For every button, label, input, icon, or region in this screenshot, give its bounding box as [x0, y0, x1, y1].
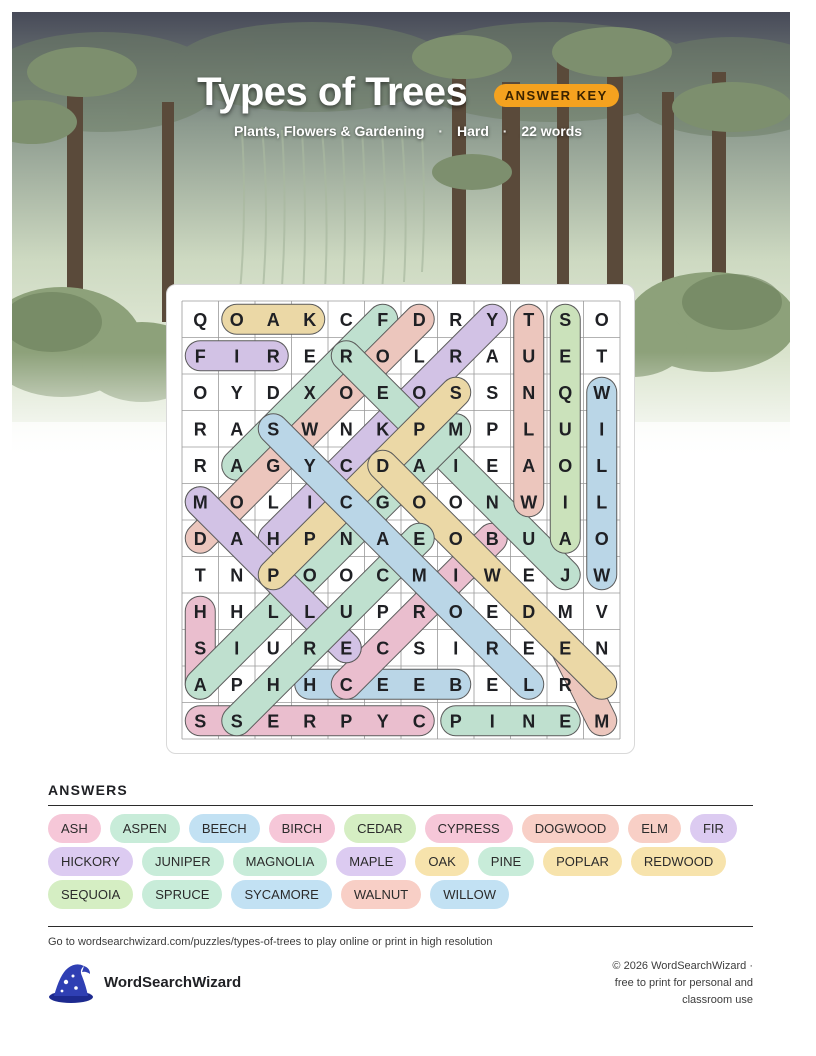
copyright-line: free to print for personal and: [614, 977, 753, 989]
grid-letter: A: [230, 419, 244, 440]
answer-key-badge: ANSWER KEY: [494, 84, 619, 107]
grid-letter: E: [559, 711, 572, 732]
answer-chip-sycamore: SYCAMORE: [231, 880, 331, 909]
grid-letter: P: [486, 419, 499, 440]
answer-chip-aspen: ASPEN: [110, 814, 180, 843]
grid-letter: I: [453, 565, 459, 586]
answer-chip-juniper: JUNIPER: [142, 847, 224, 876]
puzzle-meta: [0, 123, 816, 139]
grid-letter: S: [486, 382, 499, 403]
grid-letter: R: [193, 419, 207, 440]
answer-word-list: [48, 814, 768, 913]
grid-letter: O: [229, 309, 244, 330]
grid-letter: Y: [303, 455, 316, 476]
grid-letter: R: [449, 346, 463, 367]
grid-letter: G: [266, 455, 281, 476]
grid-letter: N: [522, 382, 536, 403]
grid-letter: R: [303, 711, 317, 732]
grid-letter: D: [266, 382, 280, 403]
grid-letter: O: [448, 492, 463, 513]
grid-letter: L: [523, 674, 535, 695]
answer-chip-birch: BIRCH: [269, 814, 335, 843]
divider: [48, 805, 753, 806]
grid-letter: S: [194, 638, 207, 659]
answer-chip-poplar: POPLAR: [543, 847, 622, 876]
puzzle-card: [166, 284, 635, 754]
grid-letter: P: [413, 419, 426, 440]
answer-chip-redwood: REDWOOD: [631, 847, 726, 876]
answer-chip-maple: MAPLE: [336, 847, 406, 876]
answer-chip-oak: OAK: [415, 847, 468, 876]
brand-name: WordSearchWizard: [104, 974, 242, 991]
grid-letter: K: [303, 309, 317, 330]
answer-chip-cedar: CEDAR: [344, 814, 416, 843]
grid-letter: O: [412, 492, 427, 513]
grid-letter: L: [523, 419, 535, 440]
grid-letter: I: [599, 419, 605, 440]
grid-letter: L: [413, 346, 425, 367]
answer-chip-spruce: SPRUCE: [142, 880, 222, 909]
grid-letter: O: [448, 528, 463, 549]
grid-letter: F: [194, 346, 206, 367]
grid-letter: N: [339, 419, 353, 440]
grid-letter: P: [230, 674, 243, 695]
grid-letter: O: [594, 309, 609, 330]
grid-letter: C: [339, 492, 353, 513]
grid-letter: L: [267, 492, 279, 513]
grid-letter: Y: [230, 382, 243, 403]
grid-letter: J: [560, 565, 571, 586]
grid-letter: C: [376, 565, 390, 586]
grid-letter: C: [339, 455, 353, 476]
grid-letter: U: [558, 419, 572, 440]
grid-letter: T: [194, 565, 206, 586]
grid-letter: W: [593, 382, 611, 403]
grid-letter: N: [339, 528, 353, 549]
grid-letter: O: [558, 455, 573, 476]
grid-letter: E: [559, 638, 572, 659]
grid-letter: A: [376, 528, 390, 549]
grid-letter: A: [266, 309, 280, 330]
grid-letter: D: [193, 528, 207, 549]
grid-letter: F: [377, 309, 389, 330]
answers-heading: ANSWERS: [48, 782, 128, 798]
brand-logo[interactable]: [46, 962, 242, 1004]
copyright-line: © 2026 WordSearchWizard ·: [612, 960, 753, 972]
grid-letter: S: [194, 711, 207, 732]
grid-letter: E: [413, 528, 426, 549]
grid-letter: C: [339, 674, 353, 695]
grid-letter: Y: [486, 309, 499, 330]
grid-letter: D: [522, 601, 536, 622]
grid-letter: R: [193, 455, 207, 476]
wizard-hat-icon: [46, 962, 96, 1004]
grid-letter: U: [266, 638, 280, 659]
grid-letter: E: [486, 601, 499, 622]
answer-chip-fir: FIR: [690, 814, 737, 843]
grid-letter: V: [595, 601, 608, 622]
grid-letter: O: [375, 346, 390, 367]
grid-letter: U: [339, 601, 353, 622]
footer-url-text[interactable]: Go to wordsearchwizard.com/puzzles/types-of-trees to play online or print in high resolution: [48, 936, 493, 948]
grid-letter: N: [595, 638, 609, 659]
grid-letter: B: [485, 528, 499, 549]
grid-letter: N: [522, 711, 536, 732]
grid-letter: A: [485, 346, 499, 367]
grid-letter: W: [483, 565, 501, 586]
grid-letter: I: [453, 638, 459, 659]
grid-letter: R: [449, 309, 463, 330]
grid-letter: P: [340, 711, 353, 732]
grid-letter: I: [489, 711, 495, 732]
grid-letter: N: [485, 492, 499, 513]
answer-chip-beech: BEECH: [189, 814, 260, 843]
grid-letter: S: [449, 382, 462, 403]
grid-letter: L: [596, 455, 608, 476]
grid-letter: E: [340, 638, 353, 659]
grid-letter: H: [266, 528, 280, 549]
grid-letter: Q: [193, 309, 208, 330]
grid-letter: O: [412, 382, 427, 403]
grid-letter: E: [376, 674, 389, 695]
grid-letter: L: [596, 492, 608, 513]
category-label: Plants, Flowers & Gardening: [233, 123, 425, 139]
grid-letter: C: [376, 638, 390, 659]
grid-letter: R: [558, 674, 572, 695]
grid-letter: A: [412, 455, 426, 476]
grid-letter: H: [303, 674, 317, 695]
grid-letter: N: [230, 565, 244, 586]
grid-letter: W: [301, 419, 319, 440]
grid-letter: R: [485, 638, 499, 659]
answer-chip-elm: ELM: [628, 814, 681, 843]
grid-letter: E: [486, 455, 499, 476]
title-row: [0, 70, 816, 115]
grid-letter: P: [376, 601, 389, 622]
grid-letter: R: [339, 346, 353, 367]
answer-chip-ash: ASH: [48, 814, 101, 843]
meta-separator: ·: [502, 123, 508, 139]
grid-letter: A: [193, 674, 207, 695]
grid-letter: S: [559, 309, 572, 330]
grid-letter: M: [448, 419, 464, 440]
grid-letter: E: [303, 346, 316, 367]
copyright-line: classroom use: [682, 994, 753, 1006]
grid-letter: I: [234, 346, 240, 367]
answer-chip-sequoia: SEQUOIA: [48, 880, 133, 909]
grid-letter: M: [192, 492, 208, 513]
grid-letter: R: [266, 346, 280, 367]
grid-letter: M: [411, 565, 427, 586]
grid-letter: U: [522, 528, 536, 549]
answer-chip-willow: WILLOW: [430, 880, 509, 909]
grid-letter: E: [522, 565, 535, 586]
grid-letter: O: [302, 565, 317, 586]
answer-chip-hickory: HICKORY: [48, 847, 133, 876]
divider: [48, 926, 753, 927]
grid-letter: S: [267, 419, 280, 440]
grid-letter: O: [339, 382, 354, 403]
grid-letter: E: [376, 382, 389, 403]
grid-letter: D: [412, 309, 426, 330]
grid-letter: I: [453, 455, 459, 476]
grid-letter: H: [230, 601, 244, 622]
copyright-notice: [580, 958, 753, 1009]
grid-letter: W: [520, 492, 538, 513]
grid-letter: E: [522, 638, 535, 659]
grid-letter: L: [267, 601, 279, 622]
grid-letter: C: [412, 711, 426, 732]
grid-letter: E: [413, 674, 426, 695]
grid-letter: A: [522, 455, 536, 476]
grid-letter: P: [449, 711, 462, 732]
grid-letter: M: [557, 601, 573, 622]
answer-chip-cypress: CYPRESS: [425, 814, 513, 843]
grid-letter: D: [376, 455, 390, 476]
grid-letter: R: [412, 601, 426, 622]
grid-letter: G: [375, 492, 390, 513]
grid-letter: S: [413, 638, 426, 659]
grid-letter: O: [339, 565, 354, 586]
grid-letter: P: [303, 528, 316, 549]
grid-letter: A: [230, 528, 244, 549]
grid-letter: R: [303, 638, 317, 659]
answer-chip-walnut: WALNUT: [341, 880, 421, 909]
grid-letter: I: [307, 492, 313, 513]
grid-letter: H: [193, 601, 207, 622]
grid-letter: X: [303, 382, 316, 403]
word-search-grid: [167, 285, 634, 753]
grid-letter: Q: [558, 382, 573, 403]
grid-letter: K: [376, 419, 390, 440]
grid-letter: L: [304, 601, 316, 622]
answer-chip-dogwood: DOGWOOD: [522, 814, 620, 843]
grid-letter: P: [267, 565, 280, 586]
grid-letter: I: [234, 638, 240, 659]
grid-letter: O: [594, 528, 609, 549]
grid-letter: O: [229, 492, 244, 513]
grid-letter: M: [594, 711, 610, 732]
grid-letter: O: [448, 601, 463, 622]
grid-letter: T: [596, 346, 608, 367]
meta-separator: ·: [438, 123, 444, 139]
grid-letter: E: [267, 711, 280, 732]
grid-letter: C: [339, 309, 353, 330]
grid-letter: W: [593, 565, 611, 586]
grid-letter: A: [558, 528, 572, 549]
answer-chip-magnolia: MAGNOLIA: [233, 847, 328, 876]
grid-letter: A: [230, 455, 244, 476]
grid-letter: T: [523, 309, 535, 330]
answer-chip-pine: PINE: [478, 847, 534, 876]
grid-letter: E: [559, 346, 572, 367]
page-title: Types of Trees: [197, 70, 468, 114]
grid-letter: H: [266, 674, 280, 695]
difficulty-label: Hard: [456, 123, 489, 139]
grid-letter: Y: [376, 711, 389, 732]
grid-letter: B: [449, 674, 463, 695]
grid-letter: U: [522, 346, 536, 367]
grid-letter: S: [230, 711, 243, 732]
grid-letter: O: [193, 382, 208, 403]
grid-letter: E: [486, 674, 499, 695]
grid-letter: I: [562, 492, 568, 513]
word-count-label: 22 words: [521, 123, 583, 139]
